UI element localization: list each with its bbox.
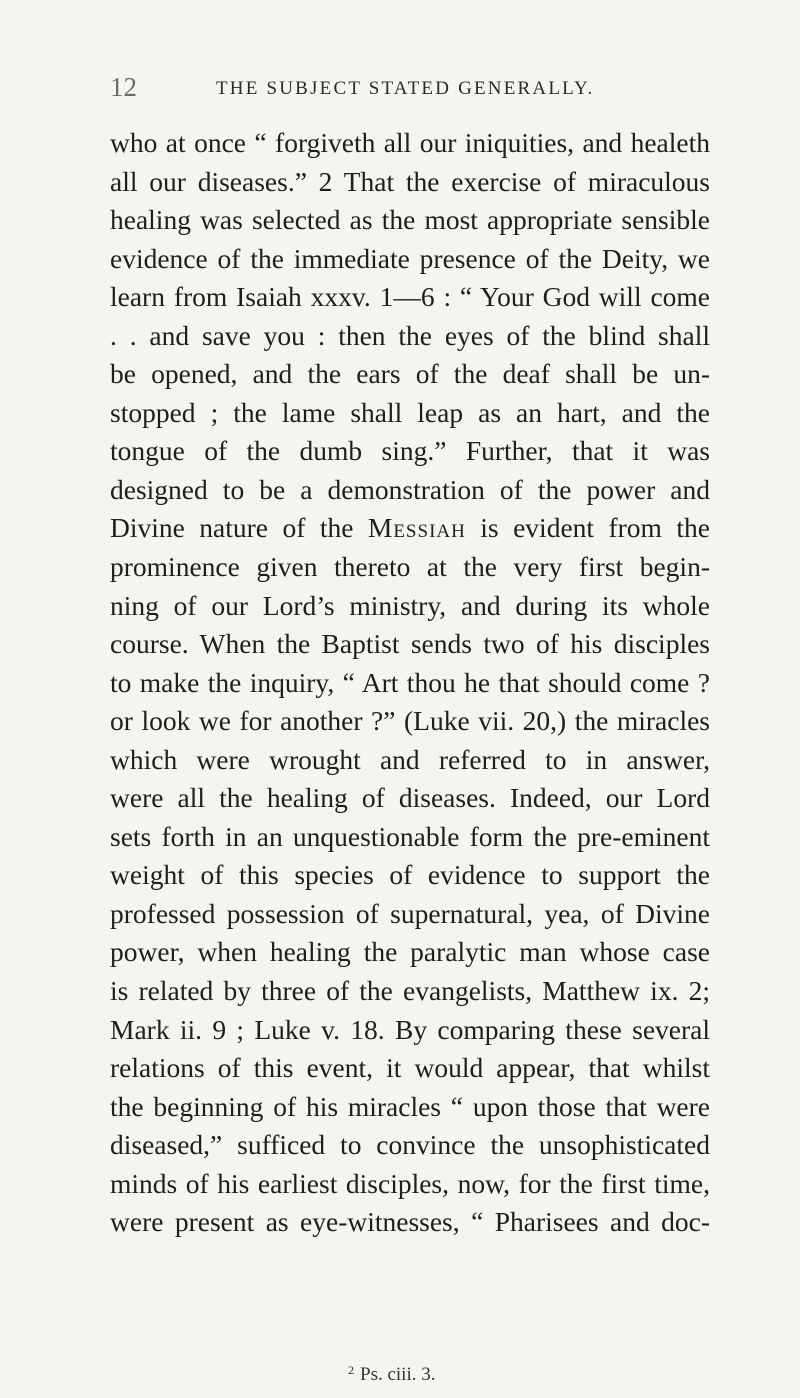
- text-line: weight of this species of evidence to support the: [110, 859, 710, 891]
- footnote: [348, 1363, 435, 1386]
- text-line: stopped ; the lame shall leap as an hart, and the: [110, 396, 710, 428]
- text-line: power, when healing the paralytic man whose case: [110, 936, 710, 968]
- page-number: 12: [110, 72, 137, 102]
- text-line: which were wrought and referred to in answer,: [110, 743, 710, 775]
- text-line: minds of his earliest disciples, now, for the first time,: [110, 1167, 710, 1199]
- text-line: healing was selected as the most appropriate sensible: [110, 204, 710, 236]
- text-line: were all the healing of diseases. Indeed, our Lord: [110, 782, 710, 814]
- running-title: THE SUBJECT STATED GENERALLY.: [216, 78, 595, 99]
- text-line: is related by three of the evangelists, Matthew ix. 2;: [110, 975, 710, 1007]
- text-line: diseased,” sufficed to convince the unsophisticated: [110, 1129, 710, 1161]
- text-line: designed to be a demonstration of the power and: [110, 473, 710, 505]
- text-line: learn from Isaiah xxxv. 1—6 : “ Your God will come: [110, 281, 710, 313]
- text-line: Divine nature of the Messiah is evident from the: [110, 512, 710, 544]
- text-line: be opened, and the ears of the deaf shall be un-: [110, 358, 710, 390]
- text-line: . . and save you : then the eyes of the blind shall: [110, 319, 710, 351]
- text-line: prominence given thereto at the very first begin-: [110, 551, 710, 583]
- text-line: Mark ii. 9 ; Luke v. 18. By comparing these several: [110, 1013, 710, 1045]
- text-line: the beginning of his miracles “ upon those that were: [110, 1090, 710, 1122]
- text-line: to make the inquiry, “ Art thou he that should come ?: [110, 666, 710, 698]
- running-head: [110, 72, 700, 112]
- text-line: were present as eye-witnesses, “ Pharisees and doc-: [110, 1206, 710, 1238]
- body-text: [110, 124, 710, 1242]
- footnote-marker: 2: [348, 1363, 354, 1377]
- text-line: course. When the Baptist sends two of his disciples: [110, 628, 710, 660]
- text-line: professed possession of supernatural, yea, of Divine: [110, 897, 710, 929]
- text-line: who at once “ forgiveth all our iniquities, and healeth: [110, 127, 710, 158]
- text-line: tongue of the dumb sing.” Further, that it was: [110, 435, 710, 467]
- text-line: sets forth in an unquestionable form the pre-eminent: [110, 820, 710, 852]
- small-caps-word: Messiah: [367, 512, 466, 544]
- text-line: relations of this event, it would appear, that whilst: [110, 1052, 710, 1084]
- footnote-text: Ps. ciii. 3.: [360, 1364, 436, 1385]
- text-line: or look we for another ?” (Luke vii. 20,) the miracles: [110, 705, 710, 737]
- text-line: all our diseases.” 2 That the exercise of miraculous: [110, 165, 710, 197]
- text-line: evidence of the immediate presence of the Deity, we: [110, 242, 710, 274]
- text-line: ning of our Lord’s ministry, and during its whole: [110, 589, 710, 621]
